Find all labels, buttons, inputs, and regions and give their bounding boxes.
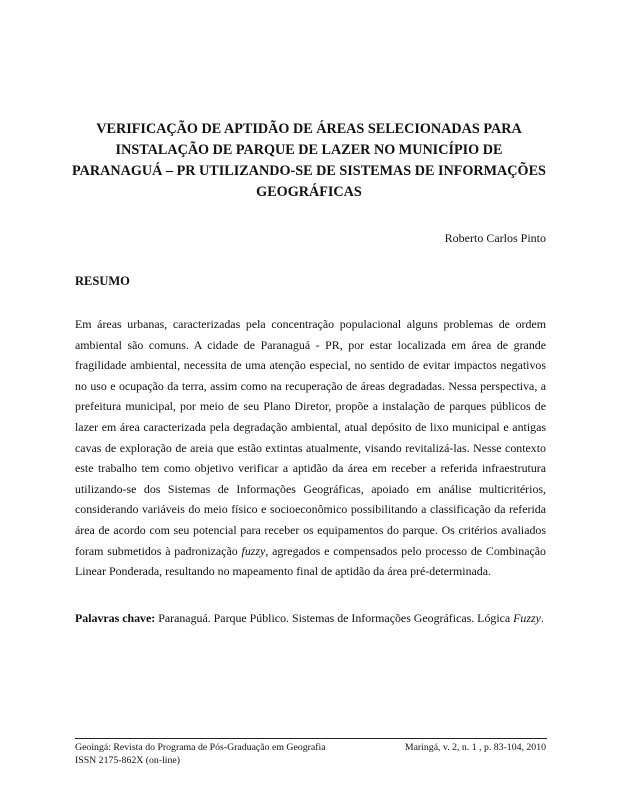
abstract-part: , agregados e compensados pelo processo de Combinação Linear Ponderada, resultando no mapeamento final de aptidão da área pré-determinada. <box>75 543 546 579</box>
title-line: INSTALAÇÃO DE PARQUE DE LAZER NO MUNICÍPIO DE <box>115 142 503 158</box>
footer-citation: Maringá, v. 2, n. 1 , p. 83-104, 2010 <box>404 742 546 753</box>
paper-title <box>60 119 558 203</box>
footer-divider <box>75 738 547 739</box>
abstract-heading: RESUMO <box>75 274 130 288</box>
author-name: Roberto Carlos Pinto <box>444 231 546 245</box>
keywords-end: . <box>540 611 544 625</box>
title-line: VERIFICAÇÃO DE APTIDÃO DE ÁREAS SELECIONADAS PARA <box>96 121 522 137</box>
keywords-label: Palavras chave: <box>75 611 156 625</box>
abstract-italic: fuzzy <box>241 543 266 558</box>
keywords-text: Paranaguá. Parque Público. Sistemas de Informações Geográficas. Lógica <box>155 611 514 625</box>
title-line: GEOGRÁFICAS <box>256 184 362 200</box>
title-line: PARANAGUÁ – PR UTILIZANDO-SE DE SISTEMAS DE INFORMAÇÕES <box>72 163 546 179</box>
abstract-part: Em áreas urbanas, caracterizadas pela concentração populacional alguns problemas de ordem ambiental são comuns. A cidade de Paranaguá - PR, por estar localizada em área de grande fragilidade ambiental, necessita de uma atenção especial, no sentido de evitar impactos negativos no uso e ocupação da terra, assim como na recuperação de áreas degradadas. Nessa perspectiva, a prefeitura municipal, por meio de seu Plano Diretor, propõe a instalação de parques públicos de lazer em área caracterizada pela degradação ambiental, atual depósito de lixo municipal e antigas cavas de exploração de areia que estão extintas atualmente, visando revitalizá-las. Nesse contexto este trabalho tem como objetivo verificar a aptidão da área em receber a referida infraestrutura utilizando-se dos Sistemas de Informações Geográficas, apoiado em análise multicritérios, considerando variáveis do meio físico e socioeconômico possibilitando a classificação da referida área de acordo com seu potencial para receber os equipamentos do parque. Os critérios avaliados foram submetidos à padronização <box>75 317 546 558</box>
footer-journal-info <box>75 741 326 767</box>
abstract-text <box>75 314 546 582</box>
footer-issn: ISSN 2175-862X (on-line) <box>75 755 181 766</box>
keywords-italic: Fuzzy <box>513 611 541 625</box>
keywords <box>75 608 546 629</box>
footer-journal: Geoingá: Revista do Programa de Pós-Graduação em Geografia <box>75 742 326 753</box>
